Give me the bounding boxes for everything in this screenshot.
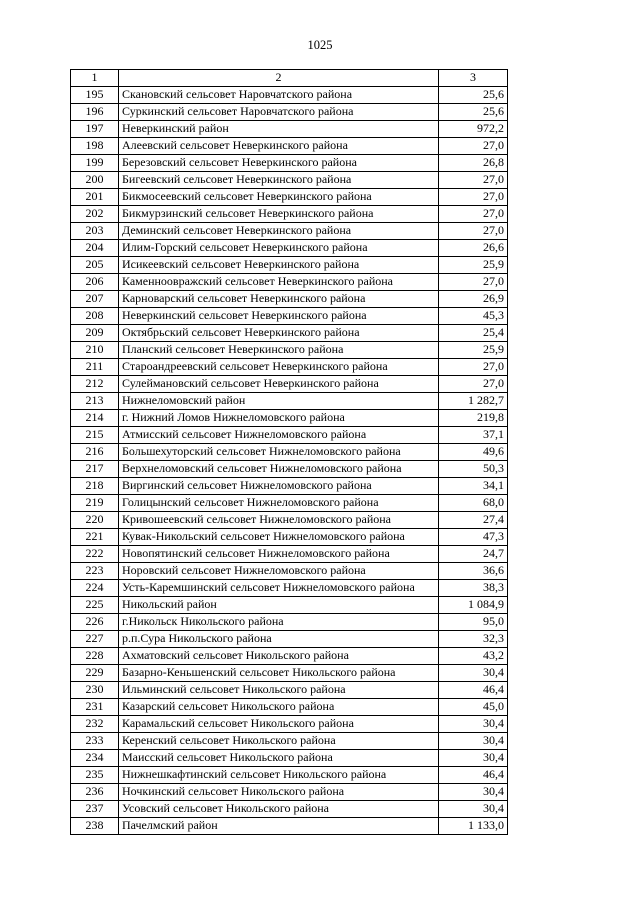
row-value-cell: 26,8	[439, 155, 508, 172]
table-body	[71, 70, 508, 835]
row-name-cell: Новопятинский сельсовет Нижнеломовского района	[119, 546, 439, 563]
row-value-cell: 27,0	[439, 223, 508, 240]
row-value-cell: 25,6	[439, 87, 508, 104]
row-name-cell: Усовский сельсовет Никольского района	[119, 801, 439, 818]
row-number-cell: 226	[71, 614, 119, 631]
row-value-cell: 27,0	[439, 376, 508, 393]
row-name-cell: Скановский сельсовет Наровчатского района	[119, 87, 439, 104]
row-value-cell: 30,4	[439, 665, 508, 682]
row-number-cell: 215	[71, 427, 119, 444]
row-number-cell: 208	[71, 308, 119, 325]
row-number-cell: 216	[71, 444, 119, 461]
row-value-cell: 49,6	[439, 444, 508, 461]
table-row	[71, 495, 508, 512]
row-name-cell: Керенский сельсовет Никольского района	[119, 733, 439, 750]
row-number-cell: 211	[71, 359, 119, 376]
row-name-cell: Деминский сельсовет Неверкинского района	[119, 223, 439, 240]
table-row	[71, 563, 508, 580]
row-number-cell: 237	[71, 801, 119, 818]
row-name-cell: Октябрьский сельсовет Неверкинского района	[119, 325, 439, 342]
table-row	[71, 631, 508, 648]
table-row	[71, 512, 508, 529]
row-value-cell: 45,3	[439, 308, 508, 325]
table-row	[71, 206, 508, 223]
row-value-cell: 26,9	[439, 291, 508, 308]
row-name-cell: Голицынский сельсовет Нижнеломовского района	[119, 495, 439, 512]
row-value-cell: 30,4	[439, 801, 508, 818]
row-number-cell: 227	[71, 631, 119, 648]
row-number-cell: 205	[71, 257, 119, 274]
row-value-cell: 1 282,7	[439, 393, 508, 410]
row-value-cell: 27,0	[439, 206, 508, 223]
table-row	[71, 478, 508, 495]
row-number-cell: 199	[71, 155, 119, 172]
row-value-cell: 43,2	[439, 648, 508, 665]
row-value-cell: 30,4	[439, 733, 508, 750]
row-name-cell: Ахматовский сельсовет Никольского района	[119, 648, 439, 665]
row-number-cell: 236	[71, 784, 119, 801]
row-name-cell: Неверкинский сельсовет Неверкинского района	[119, 308, 439, 325]
column-header-number: 1	[71, 70, 119, 87]
table-row	[71, 223, 508, 240]
row-name-cell: Нижнешкафтинский сельсовет Никольского района	[119, 767, 439, 784]
row-number-cell: 233	[71, 733, 119, 750]
row-value-cell: 27,0	[439, 172, 508, 189]
table-row	[71, 716, 508, 733]
table-row	[71, 172, 508, 189]
row-value-cell: 27,0	[439, 138, 508, 155]
row-value-cell: 219,8	[439, 410, 508, 427]
row-name-cell: Кувак-Никольский сельсовет Нижнеломовского района	[119, 529, 439, 546]
table-row	[71, 393, 508, 410]
row-number-cell: 230	[71, 682, 119, 699]
column-header-name: 2	[119, 70, 439, 87]
row-number-cell: 196	[71, 104, 119, 121]
row-number-cell: 209	[71, 325, 119, 342]
table-row	[71, 818, 508, 835]
table-row	[71, 189, 508, 206]
row-number-cell: 200	[71, 172, 119, 189]
table-row	[71, 801, 508, 818]
row-name-cell: Норовский сельсовет Нижнеломовского района	[119, 563, 439, 580]
table-row	[71, 104, 508, 121]
row-name-cell: Нижнеломовский район	[119, 393, 439, 410]
row-value-cell: 45,0	[439, 699, 508, 716]
row-number-cell: 214	[71, 410, 119, 427]
row-number-cell: 202	[71, 206, 119, 223]
table-row	[71, 461, 508, 478]
row-name-cell: Базарно-Кеньшенский сельсовет Никольского района	[119, 665, 439, 682]
row-name-cell: Бигеевский сельсовет Неверкинского района	[119, 172, 439, 189]
row-value-cell: 972,2	[439, 121, 508, 138]
row-name-cell: Староандреевский сельсовет Неверкинского района	[119, 359, 439, 376]
row-value-cell: 25,6	[439, 104, 508, 121]
row-name-cell: г.Никольск Никольского района	[119, 614, 439, 631]
table-row	[71, 699, 508, 716]
table-row	[71, 444, 508, 461]
table-row	[71, 682, 508, 699]
row-number-cell: 228	[71, 648, 119, 665]
row-value-cell: 68,0	[439, 495, 508, 512]
table-row	[71, 546, 508, 563]
page-number: 1025	[307, 38, 333, 52]
row-value-cell: 37,1	[439, 427, 508, 444]
row-name-cell: Планский сельсовет Неверкинского района	[119, 342, 439, 359]
table-row	[71, 291, 508, 308]
row-number-cell: 213	[71, 393, 119, 410]
row-name-cell: Верхнеломовский сельсовет Нижнеломовского района	[119, 461, 439, 478]
row-name-cell: г. Нижний Ломов Нижнеломовского района	[119, 410, 439, 427]
table-row	[71, 733, 508, 750]
row-value-cell: 46,4	[439, 767, 508, 784]
row-number-cell: 238	[71, 818, 119, 835]
table-row	[71, 427, 508, 444]
row-number-cell: 220	[71, 512, 119, 529]
table-row	[71, 614, 508, 631]
row-number-cell: 221	[71, 529, 119, 546]
row-value-cell: 50,3	[439, 461, 508, 478]
table-row	[71, 138, 508, 155]
table-row	[71, 665, 508, 682]
table-row	[71, 580, 508, 597]
row-name-cell: Кривошеевский сельсовет Нижнеломовского района	[119, 512, 439, 529]
row-number-cell: 229	[71, 665, 119, 682]
row-name-cell: Большехуторский сельсовет Нижнеломовского района	[119, 444, 439, 461]
data-table	[70, 69, 508, 835]
table-row	[71, 359, 508, 376]
row-value-cell: 47,3	[439, 529, 508, 546]
column-header-value: 3	[439, 70, 508, 87]
table-row	[71, 410, 508, 427]
row-name-cell: Суркинский сельсовет Наровчатского района	[119, 104, 439, 121]
table-row	[71, 376, 508, 393]
row-number-cell: 218	[71, 478, 119, 495]
row-value-cell: 24,7	[439, 546, 508, 563]
table-row	[71, 257, 508, 274]
table-row	[71, 784, 508, 801]
row-name-cell: Казарский сельсовет Никольского района	[119, 699, 439, 716]
row-value-cell: 38,3	[439, 580, 508, 597]
row-number-cell: 224	[71, 580, 119, 597]
row-value-cell: 25,9	[439, 342, 508, 359]
row-number-cell: 232	[71, 716, 119, 733]
table-row	[71, 750, 508, 767]
row-value-cell: 26,6	[439, 240, 508, 257]
row-value-cell: 25,4	[439, 325, 508, 342]
table-header-row	[71, 70, 508, 87]
row-number-cell: 235	[71, 767, 119, 784]
row-name-cell: Алеевский сельсовет Неверкинского района	[119, 138, 439, 155]
row-name-cell: Усть-Каремшинский сельсовет Нижнеломовского района	[119, 580, 439, 597]
row-name-cell: Никольский район	[119, 597, 439, 614]
row-value-cell: 30,4	[439, 750, 508, 767]
row-name-cell: Сулеймановский сельсовет Неверкинского района	[119, 376, 439, 393]
row-number-cell: 222	[71, 546, 119, 563]
row-number-cell: 234	[71, 750, 119, 767]
row-name-cell: Бикмурзинский сельсовет Неверкинского района	[119, 206, 439, 223]
row-name-cell: Каменноовражский сельсовет Неверкинского района	[119, 274, 439, 291]
row-name-cell: Исикеевский сельсовет Неверкинского района	[119, 257, 439, 274]
row-name-cell: р.п.Сура Никольского района	[119, 631, 439, 648]
row-name-cell: Карноварский сельсовет Неверкинского района	[119, 291, 439, 308]
row-value-cell: 30,4	[439, 716, 508, 733]
row-number-cell: 195	[71, 87, 119, 104]
table-row	[71, 342, 508, 359]
table-row	[71, 648, 508, 665]
row-value-cell: 1 133,0	[439, 818, 508, 835]
row-name-cell: Березовский сельсовет Неверкинского района	[119, 155, 439, 172]
row-number-cell: 207	[71, 291, 119, 308]
row-value-cell: 27,0	[439, 189, 508, 206]
table-row	[71, 240, 508, 257]
row-value-cell: 1 084,9	[439, 597, 508, 614]
row-name-cell: Атмисский сельсовет Нижнеломовского района	[119, 427, 439, 444]
table-row	[71, 597, 508, 614]
table-row	[71, 767, 508, 784]
row-value-cell: 25,9	[439, 257, 508, 274]
table-row	[71, 325, 508, 342]
row-value-cell: 36,6	[439, 563, 508, 580]
row-number-cell: 217	[71, 461, 119, 478]
row-value-cell: 46,4	[439, 682, 508, 699]
row-number-cell: 203	[71, 223, 119, 240]
row-number-cell: 223	[71, 563, 119, 580]
row-value-cell: 34,1	[439, 478, 508, 495]
table-row	[71, 155, 508, 172]
row-number-cell: 197	[71, 121, 119, 138]
table-row	[71, 274, 508, 291]
row-number-cell: 219	[71, 495, 119, 512]
table-row	[71, 308, 508, 325]
row-name-cell: Илим-Горский сельсовет Неверкинского района	[119, 240, 439, 257]
row-value-cell: 32,3	[439, 631, 508, 648]
row-name-cell: Ночкинский сельсовет Никольского района	[119, 784, 439, 801]
row-number-cell: 204	[71, 240, 119, 257]
row-number-cell: 212	[71, 376, 119, 393]
row-name-cell: Виргинский сельсовет Нижнеломовского района	[119, 478, 439, 495]
row-name-cell: Маисский сельсовет Никольского района	[119, 750, 439, 767]
table-row	[71, 87, 508, 104]
row-name-cell: Бикмосеевский сельсовет Неверкинского района	[119, 189, 439, 206]
row-name-cell: Карамальский сельсовет Никольского района	[119, 716, 439, 733]
row-number-cell: 231	[71, 699, 119, 716]
row-name-cell: Ильминский сельсовет Никольского района	[119, 682, 439, 699]
row-number-cell: 225	[71, 597, 119, 614]
row-number-cell: 198	[71, 138, 119, 155]
row-name-cell: Неверкинский район	[119, 121, 439, 138]
row-number-cell: 210	[71, 342, 119, 359]
table-row	[71, 121, 508, 138]
row-value-cell: 95,0	[439, 614, 508, 631]
table-row	[71, 529, 508, 546]
row-value-cell: 30,4	[439, 784, 508, 801]
row-name-cell: Пачелмский район	[119, 818, 439, 835]
row-value-cell: 27,4	[439, 512, 508, 529]
row-number-cell: 206	[71, 274, 119, 291]
row-number-cell: 201	[71, 189, 119, 206]
row-value-cell: 27,0	[439, 359, 508, 376]
row-value-cell: 27,0	[439, 274, 508, 291]
